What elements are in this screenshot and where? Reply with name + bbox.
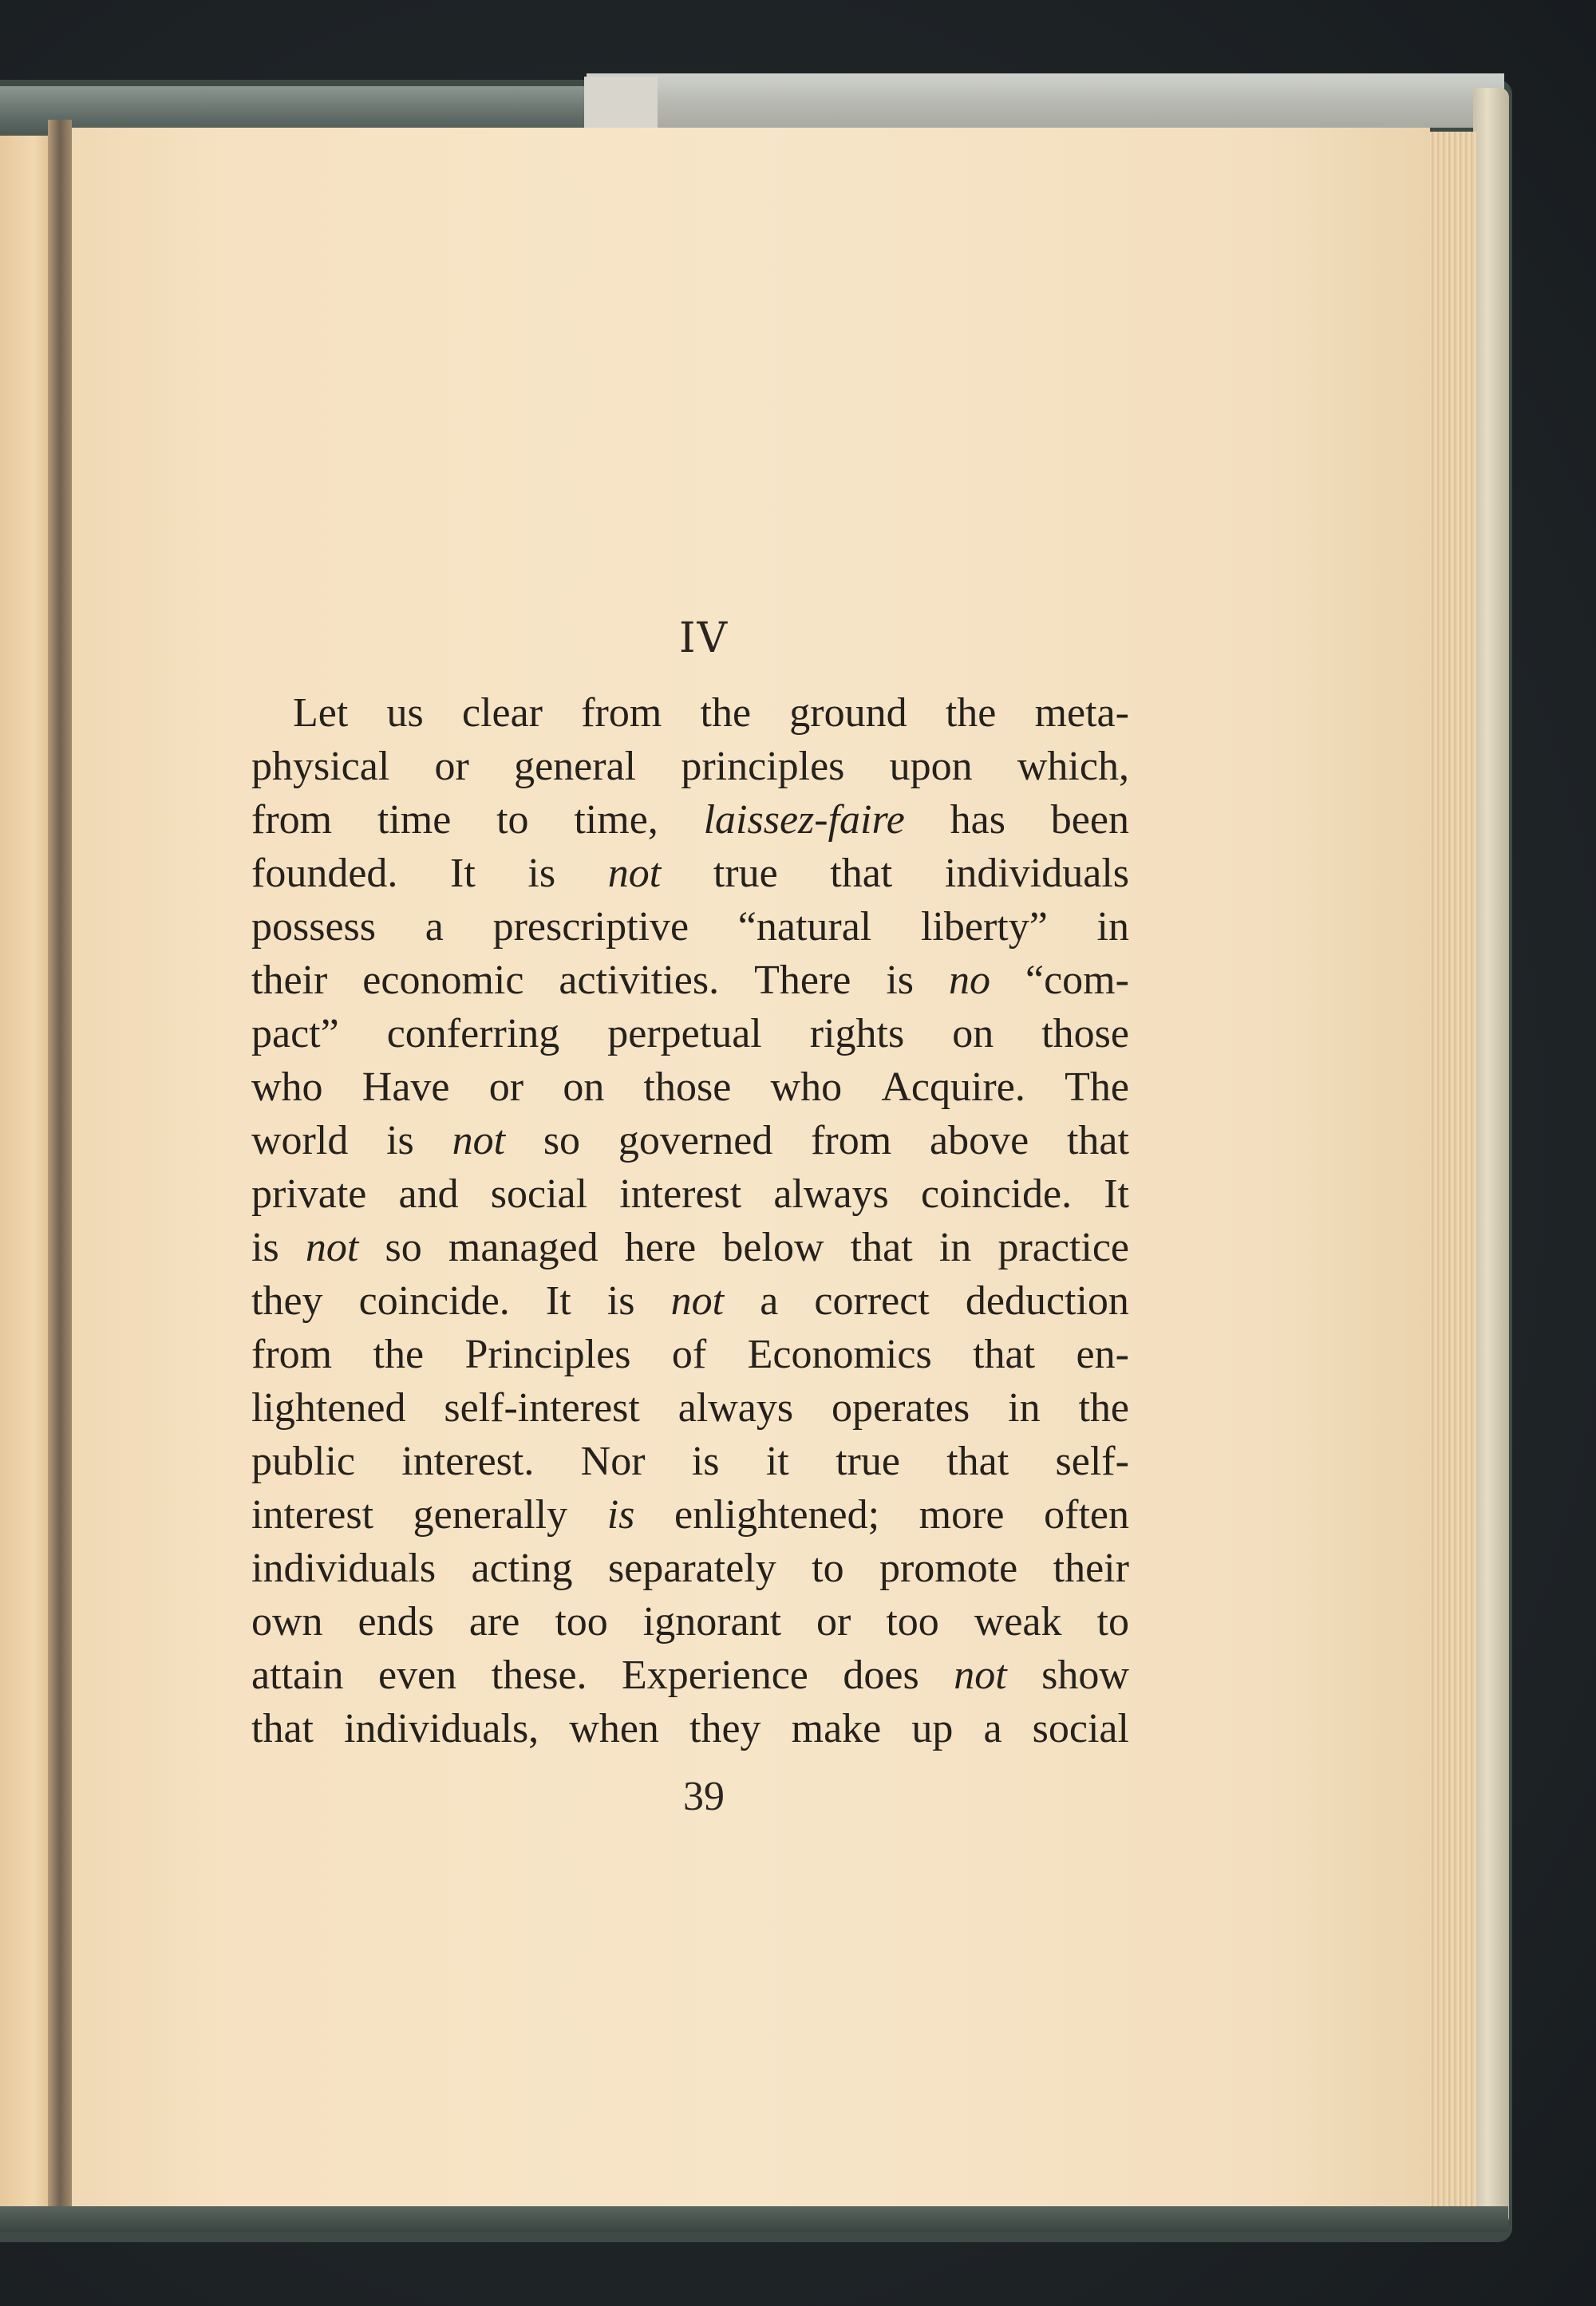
word: even (378, 1653, 457, 1698)
word: is (386, 1118, 414, 1163)
text-line (251, 740, 1129, 793)
word: operates (832, 1385, 970, 1431)
word: a (983, 1706, 1002, 1751)
word: self- (1055, 1439, 1129, 1484)
word: who (770, 1064, 843, 1110)
word: that (830, 851, 893, 896)
word: rights (809, 1011, 905, 1056)
word: too (886, 1599, 939, 1645)
word: possess (251, 904, 377, 950)
text-line (251, 686, 1129, 740)
word: private (251, 1171, 367, 1217)
word: It (545, 1278, 571, 1324)
word: ignorant (642, 1599, 782, 1645)
word: economic (362, 958, 524, 1003)
word: attain (251, 1653, 344, 1698)
word: these. (491, 1653, 587, 1698)
word: lightened (251, 1385, 406, 1431)
word: which, (1017, 744, 1129, 789)
word: of (671, 1332, 707, 1377)
text-line (251, 1221, 1129, 1274)
word: that (973, 1332, 1036, 1377)
word: social (1032, 1706, 1129, 1751)
word: below (722, 1225, 824, 1270)
word: the (373, 1332, 425, 1377)
word: There (754, 958, 851, 1003)
word: It (450, 851, 476, 896)
word: they (251, 1278, 323, 1324)
word: more (918, 1492, 1005, 1538)
word: in (1008, 1385, 1041, 1431)
word: here (624, 1225, 697, 1270)
word: a (425, 904, 444, 950)
word: founded. (251, 851, 398, 896)
word: from (811, 1118, 892, 1163)
word: activities. (559, 958, 720, 1003)
word: deduction (965, 1278, 1129, 1324)
word: they (689, 1706, 761, 1751)
word: ends (358, 1599, 434, 1645)
word: is (606, 1278, 635, 1324)
word: true (836, 1439, 900, 1484)
word: managed (448, 1225, 598, 1270)
word: who (251, 1064, 323, 1110)
word: their (251, 958, 328, 1003)
word: are (468, 1599, 520, 1645)
word: a (760, 1278, 779, 1324)
word: social (490, 1171, 588, 1217)
word: meta- (1034, 690, 1129, 736)
word: generally (413, 1492, 568, 1538)
word: time (377, 797, 452, 843)
text-line (251, 1007, 1129, 1060)
word: ground (789, 690, 907, 736)
italic-word: laissez-faire (703, 797, 905, 843)
word: those (643, 1064, 732, 1110)
word: in (1096, 904, 1129, 950)
italic-word: not (954, 1653, 1007, 1698)
word: interest (619, 1171, 742, 1217)
word: clear (461, 690, 543, 736)
word: is (527, 851, 556, 896)
word: so (543, 1118, 581, 1163)
word: to (496, 797, 529, 843)
word: so (385, 1225, 422, 1270)
word: upon (889, 744, 973, 789)
word: practice (998, 1225, 1129, 1270)
text-line (251, 900, 1129, 954)
italic-word: not (452, 1118, 506, 1163)
word: and (398, 1171, 459, 1217)
word: self-interest (444, 1385, 640, 1431)
word: from (251, 797, 333, 843)
word: been (1050, 797, 1129, 843)
text-line (251, 793, 1129, 847)
word: Nor (580, 1439, 646, 1484)
word: correct (814, 1278, 930, 1324)
text-line (251, 1381, 1129, 1435)
word: that (850, 1225, 913, 1270)
word: too (555, 1599, 608, 1645)
word: interest (251, 1492, 374, 1538)
text-line (251, 1435, 1129, 1488)
word: to (1096, 1599, 1129, 1645)
word: “natural (737, 904, 872, 950)
word: the (700, 690, 752, 736)
word: acting (471, 1546, 573, 1591)
cover-bottom-edge (0, 2206, 1508, 2232)
word: separately (607, 1546, 776, 1591)
word: is (691, 1439, 720, 1484)
text-line (251, 1542, 1129, 1595)
body-paragraph (251, 686, 1129, 1755)
word: in (938, 1225, 972, 1270)
word: physical (251, 744, 390, 789)
word: pact” (251, 1011, 339, 1056)
text-line (251, 954, 1129, 1007)
word: individuals (251, 1546, 437, 1591)
word: their (1053, 1546, 1129, 1591)
word: time, (574, 797, 658, 843)
word: when (569, 1706, 659, 1751)
text-line (251, 1167, 1129, 1221)
word: that (946, 1439, 1009, 1484)
dust-jacket-top-edge (587, 73, 1504, 128)
word: often (1044, 1492, 1129, 1538)
text-line (251, 1274, 1129, 1328)
word: individuals, (344, 1706, 539, 1751)
word: promote (879, 1546, 1018, 1591)
italic-word: is (606, 1492, 635, 1538)
word: individuals (944, 851, 1129, 896)
text-line (251, 1060, 1129, 1114)
word: coincide. (358, 1278, 510, 1324)
word: the (1078, 1385, 1129, 1431)
italic-word: not (305, 1225, 359, 1270)
text-line (251, 1488, 1129, 1542)
word: the (945, 690, 997, 736)
word: true (713, 851, 778, 896)
word: or (488, 1064, 524, 1110)
word: It (1104, 1171, 1129, 1217)
word: en- (1076, 1332, 1129, 1377)
word: Economics (747, 1332, 932, 1377)
word: or (434, 744, 469, 789)
italic-word: not (670, 1278, 725, 1324)
word: show (1041, 1653, 1129, 1698)
word: that (251, 1706, 314, 1751)
word: or (816, 1599, 851, 1645)
word: The (1065, 1064, 1129, 1110)
word: does (843, 1653, 919, 1698)
word: from (251, 1332, 333, 1377)
book-gutter (48, 120, 72, 2218)
word: world (251, 1118, 349, 1163)
word: enlightened; (674, 1492, 880, 1538)
word: Principles (464, 1332, 631, 1377)
word: Let (293, 690, 349, 736)
word: up (911, 1706, 954, 1751)
text-line (251, 847, 1129, 900)
word: Acquire. (881, 1064, 1025, 1110)
text-line (251, 1649, 1129, 1702)
text-line (251, 1114, 1129, 1167)
chapter-numeral: IV (678, 614, 729, 662)
word: coincide. (920, 1171, 1073, 1217)
word: always (678, 1385, 794, 1431)
text-line (251, 1595, 1129, 1649)
italic-word: not (607, 851, 662, 896)
text-line (251, 1702, 1129, 1755)
dust-jacket-right-edge (1473, 88, 1509, 2226)
page-number: 39 (683, 1774, 725, 1819)
word: general (514, 744, 637, 789)
word: principles (681, 744, 845, 789)
word: on (563, 1064, 605, 1110)
word: to (812, 1546, 844, 1591)
word: above (929, 1118, 1029, 1163)
word: interest. (401, 1439, 535, 1484)
text-line (251, 1328, 1129, 1381)
tape-patch (584, 77, 658, 132)
italic-word: no (949, 958, 991, 1003)
word: on (952, 1011, 994, 1056)
word: Experience (622, 1653, 808, 1698)
word: from (581, 690, 662, 736)
word: is (251, 1225, 279, 1270)
word: “com- (1025, 958, 1129, 1003)
word: own (251, 1599, 323, 1645)
word: public (251, 1439, 355, 1484)
word: Have (361, 1064, 450, 1110)
word: always (773, 1171, 889, 1217)
word: that (1066, 1118, 1129, 1163)
word: has (950, 797, 1005, 843)
word: weak (974, 1599, 1062, 1645)
word: is (886, 958, 915, 1003)
word: those (1041, 1011, 1129, 1056)
word: us (386, 690, 424, 736)
word: it (765, 1439, 789, 1484)
word: governed (618, 1118, 773, 1163)
word: conferring (386, 1011, 560, 1056)
word: make (791, 1706, 882, 1751)
word: liberty” (920, 904, 1048, 950)
page-edges (1428, 132, 1476, 2206)
word: prescriptive (492, 904, 689, 950)
word: perpetual (607, 1011, 762, 1056)
